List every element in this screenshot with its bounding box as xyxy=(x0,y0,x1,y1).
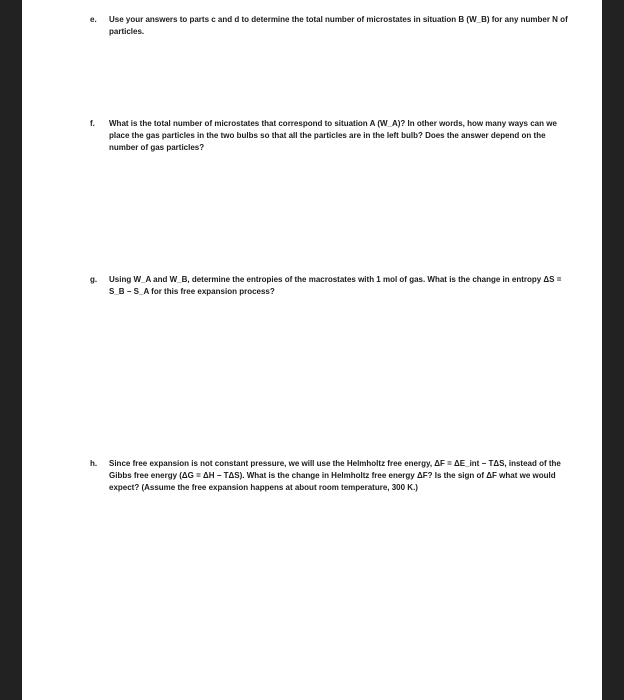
question-text: Use your answers to parts c and d to determine the total number of microstates in situation B (W_B) for any number N of particles. xyxy=(109,15,568,36)
question-letter: e. xyxy=(90,15,97,24)
question-e xyxy=(90,14,577,38)
question-text: Since free expansion is not constant pressure, we will use the Helmholtz free energy, ΔF = ΔE_int − TΔS, instead of the Gibbs free energy (ΔG = ΔH − TΔS). What is the change in Helmholtz free energy ΔF? Is the sign of ΔF what we would expect? (Assume the free expansion happens at about room temperature, 300 K.) xyxy=(109,459,561,492)
question-text: What is the total number of microstates that correspond to situation A (W_A)? In other words, how many ways can we place the gas particles in the two bulbs so that all the particles are in the left bulb? Does the answer depend on the number of gas particles? xyxy=(109,119,557,152)
question-f xyxy=(90,118,577,154)
question-letter: f. xyxy=(90,119,95,128)
question-letter: g. xyxy=(90,275,98,284)
question-letter: h. xyxy=(90,459,98,468)
question-g xyxy=(90,274,577,298)
question-text: Using W_A and W_B, determine the entropies of the macrostates with 1 mol of gas. What is the change in entropy ΔS = S_B − S_A for this free expansion process? xyxy=(109,275,562,296)
question-h xyxy=(90,458,577,494)
document-page xyxy=(22,0,602,700)
